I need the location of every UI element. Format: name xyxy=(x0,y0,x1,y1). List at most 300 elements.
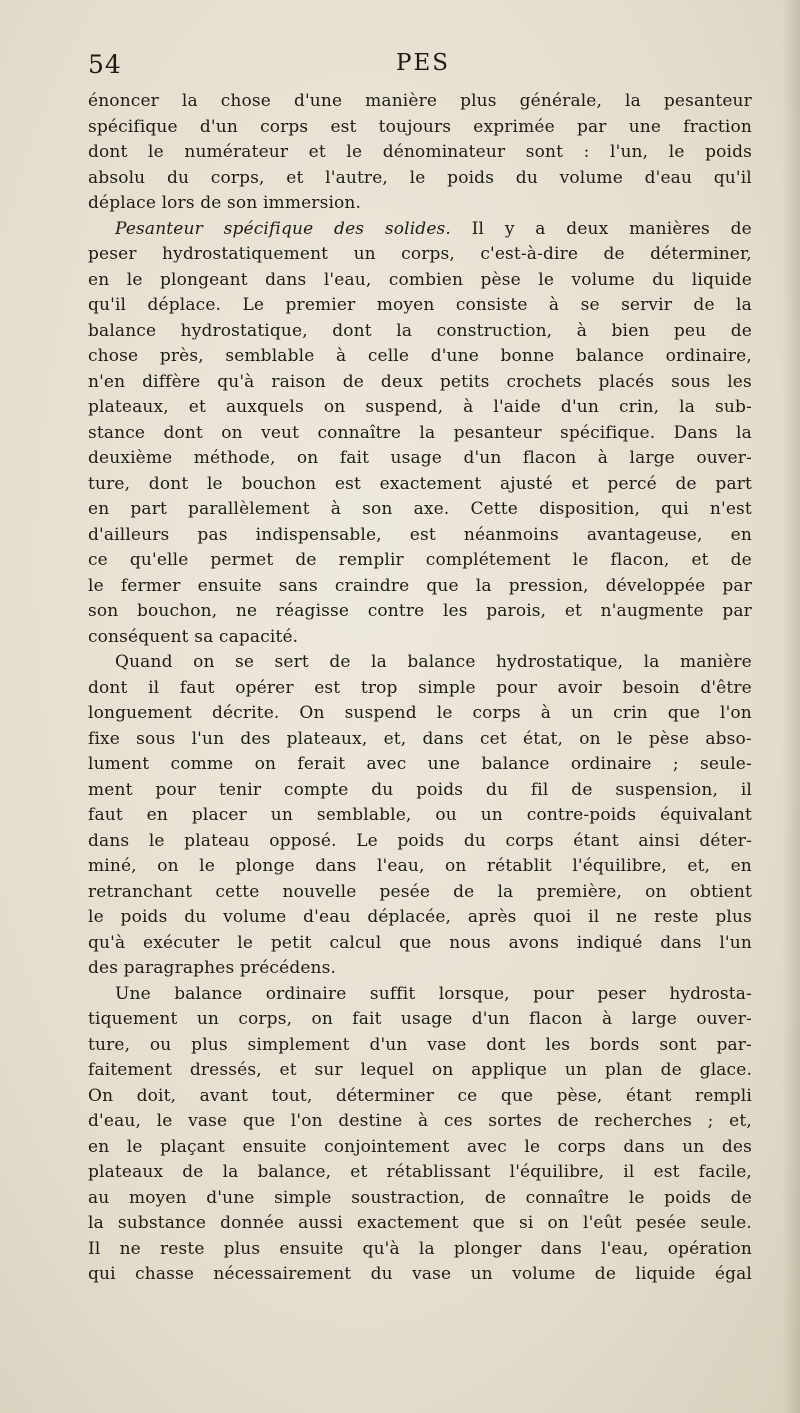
line-text: d'un xyxy=(369,1034,408,1055)
line-text: à xyxy=(417,1111,429,1131)
line-text: déplacée, xyxy=(367,907,452,927)
line-text: de xyxy=(693,295,715,315)
line-text: l'eût xyxy=(583,1213,622,1233)
line-text: percé xyxy=(607,473,657,494)
line-text: le xyxy=(126,1136,143,1157)
line-text: la xyxy=(418,1238,435,1259)
line-text: dans xyxy=(540,1238,582,1259)
line-text: recherches xyxy=(594,1111,692,1131)
line-text: glace. xyxy=(699,1060,752,1080)
line-text: l'aide xyxy=(493,397,541,417)
line-text: énoncer xyxy=(88,91,159,111)
line-text: à xyxy=(601,1009,613,1029)
line-text: plus xyxy=(460,91,497,111)
line-text: ne xyxy=(616,907,638,927)
line-text: plus xyxy=(223,1238,261,1259)
line-text: retranchant xyxy=(88,881,193,902)
line-text: faitement xyxy=(88,1060,173,1080)
line-text: pèse xyxy=(648,728,690,749)
line-text: première, xyxy=(536,881,623,902)
line-text: un xyxy=(570,703,594,723)
line-text: suspend, xyxy=(365,397,444,417)
line-text: on xyxy=(296,448,319,468)
line-text: suffit xyxy=(369,983,416,1004)
text-line xyxy=(88,854,752,880)
line-text: premier xyxy=(285,295,356,315)
line-text: la xyxy=(475,575,492,596)
line-text: et xyxy=(188,397,206,417)
line-text: pour xyxy=(155,779,197,800)
line-text: plaçant xyxy=(160,1136,226,1157)
line-text: exprimée xyxy=(473,116,555,137)
line-text: réagisse xyxy=(275,601,350,621)
line-text: un xyxy=(270,805,293,825)
line-text: balance xyxy=(481,754,550,774)
line-text: pesanteur xyxy=(663,91,752,111)
line-text: crin xyxy=(613,703,648,723)
line-text: parois, xyxy=(486,601,547,621)
line-text: déterminer, xyxy=(650,244,752,264)
line-text: l'on xyxy=(290,1111,323,1131)
line-text: simple xyxy=(274,1187,332,1208)
line-text: bien xyxy=(611,320,650,341)
line-text: moyen xyxy=(376,295,435,315)
line-text: faut xyxy=(179,677,215,698)
text-line xyxy=(88,497,752,523)
line-text: quoi xyxy=(533,907,572,927)
line-text: plateau xyxy=(184,830,250,851)
line-text: si xyxy=(519,1213,534,1233)
text-line xyxy=(88,140,752,166)
text-line xyxy=(88,1109,752,1135)
line-text: dans xyxy=(422,728,464,749)
line-text: sont xyxy=(525,142,564,162)
line-text: placer xyxy=(191,805,247,825)
line-text: par xyxy=(722,575,752,596)
line-text: ; xyxy=(707,1111,714,1131)
line-text: ou xyxy=(149,1034,172,1055)
line-text: les xyxy=(442,601,468,621)
line-text: de xyxy=(342,371,365,392)
line-text: ensuite xyxy=(279,1238,344,1259)
line-text: le xyxy=(572,550,589,570)
line-text: seule. xyxy=(700,1213,752,1233)
line-text: il xyxy=(623,1162,635,1182)
text-line xyxy=(88,191,752,217)
line-text: combien xyxy=(388,269,464,290)
line-text: et xyxy=(691,550,709,570)
text-line xyxy=(88,344,752,370)
line-text: que xyxy=(472,1213,505,1233)
page-edge-shadow xyxy=(782,0,800,1413)
line-text: méthode, xyxy=(193,448,276,468)
line-text: le xyxy=(524,1136,541,1157)
line-text: de xyxy=(484,1187,507,1208)
line-text: on xyxy=(432,1060,454,1080)
line-text: sous xyxy=(136,728,176,749)
line-text: bouchon xyxy=(241,473,317,494)
line-text: ordinaire, xyxy=(665,346,752,366)
text-line xyxy=(88,1007,752,1033)
text-line xyxy=(88,956,752,982)
line-text: tenir xyxy=(218,779,262,800)
line-text: de xyxy=(329,652,351,672)
line-text: est xyxy=(334,473,361,494)
line-text: corps xyxy=(472,703,521,723)
line-text: dans xyxy=(623,1136,665,1157)
text-line xyxy=(88,880,752,906)
line-text: lequel xyxy=(360,1060,415,1080)
line-text: on xyxy=(645,881,667,902)
line-text: lument xyxy=(88,754,150,774)
line-text: substance xyxy=(117,1213,207,1233)
line-text: en xyxy=(88,1136,110,1157)
line-text: fait xyxy=(352,1009,382,1029)
text-line xyxy=(88,1262,752,1288)
line-text: en xyxy=(730,856,752,876)
line-text: est xyxy=(330,116,357,137)
line-text: besoin xyxy=(622,677,680,698)
line-text: craindre xyxy=(334,575,410,596)
line-text: de xyxy=(730,1187,752,1208)
line-text: le xyxy=(199,856,215,876)
line-text: d'un xyxy=(560,397,599,417)
line-text: en xyxy=(88,499,110,519)
line-text: l'un xyxy=(719,932,752,953)
line-text: qu'il xyxy=(88,295,127,315)
line-text: un xyxy=(682,1136,705,1157)
text-line xyxy=(88,1186,752,1212)
line-text: des xyxy=(721,1136,752,1157)
line-text: rétablissant xyxy=(386,1162,491,1182)
line-text: calcul xyxy=(329,932,382,953)
line-text: le xyxy=(126,269,143,290)
text-line xyxy=(88,115,752,141)
line-text: opérer xyxy=(235,677,294,698)
section-heading: des xyxy=(334,218,365,239)
line-text: applique xyxy=(471,1060,548,1080)
line-text: comme xyxy=(170,754,234,774)
line-text: complétement xyxy=(425,550,551,570)
line-text: poids xyxy=(705,142,752,162)
line-text: la xyxy=(643,652,660,672)
page-number: 54 xyxy=(88,50,122,79)
line-text: bonne xyxy=(500,346,555,366)
line-text: par xyxy=(576,116,607,137)
body-text xyxy=(88,89,752,1288)
line-text: est xyxy=(409,524,436,545)
line-text: l'équilibre, xyxy=(572,856,667,876)
line-text: que xyxy=(500,1085,534,1106)
line-text: développée xyxy=(605,575,706,596)
line-text: on xyxy=(547,1213,569,1233)
line-text: de xyxy=(594,1264,617,1284)
line-text: opération xyxy=(667,1238,752,1259)
line-text: Le xyxy=(242,295,265,315)
line-text: pas xyxy=(197,524,228,545)
line-text: il xyxy=(740,779,752,800)
line-text: reste xyxy=(159,1238,205,1259)
text-line xyxy=(88,166,752,192)
page-header xyxy=(88,50,758,84)
line-text: poids xyxy=(416,779,464,800)
line-text: poids xyxy=(397,830,445,851)
line-text: ordinaire xyxy=(265,983,347,1004)
line-text: que xyxy=(242,1111,276,1131)
line-text: hydrostatique, xyxy=(180,320,308,341)
line-text: à xyxy=(548,295,560,315)
line-text: Il xyxy=(88,1238,101,1259)
line-text: l'eau, xyxy=(376,856,425,876)
line-text: balance, xyxy=(257,1162,332,1182)
line-text: dont xyxy=(332,320,372,341)
line-text: est xyxy=(314,677,341,698)
section-heading: solides. xyxy=(384,218,451,239)
line-text: dont xyxy=(148,473,189,494)
line-text: des xyxy=(240,728,271,749)
line-text: du xyxy=(166,167,190,188)
line-text: la xyxy=(396,320,413,341)
line-text: fil xyxy=(530,779,549,800)
line-text: chose xyxy=(220,91,271,111)
line-text: corps xyxy=(557,1136,606,1157)
line-text: dans xyxy=(315,856,357,876)
line-text: corps, xyxy=(401,244,455,264)
line-text: le xyxy=(148,142,164,162)
text-line xyxy=(88,727,752,753)
line-text: pèse, xyxy=(556,1085,603,1106)
line-text: que xyxy=(667,703,701,723)
line-text: la xyxy=(181,91,198,111)
line-text: manière xyxy=(365,91,438,111)
line-text: destine xyxy=(338,1111,403,1131)
line-text: est xyxy=(653,1162,680,1182)
line-text: de xyxy=(557,1111,579,1131)
line-text: égal xyxy=(714,1264,752,1284)
line-text: compte xyxy=(283,779,349,800)
line-text: état, xyxy=(523,728,564,749)
line-text: un xyxy=(196,1009,220,1029)
line-text: tiquement xyxy=(88,1009,178,1029)
line-text: cet xyxy=(479,728,507,749)
text-line xyxy=(88,523,752,549)
line-text: fraction xyxy=(683,116,752,137)
line-text: celle xyxy=(367,346,410,366)
line-text: du xyxy=(652,269,675,290)
line-text: usage xyxy=(400,1009,453,1029)
line-text: servir xyxy=(621,295,673,315)
line-text: ensuite xyxy=(197,575,262,596)
line-text: dans xyxy=(660,932,702,953)
line-text: déterminer xyxy=(335,1085,435,1106)
line-text: d'eau xyxy=(303,907,351,927)
text-line xyxy=(88,421,752,447)
line-text: qu'elle xyxy=(129,550,189,570)
line-text: auxquels xyxy=(225,397,304,417)
line-text: d'eau, xyxy=(88,1111,142,1131)
line-text: du xyxy=(371,779,394,800)
line-text: d'une xyxy=(206,1187,255,1208)
text-line xyxy=(88,293,752,319)
line-text: et, xyxy=(687,856,711,876)
line-text: le xyxy=(156,1111,173,1131)
line-text: de xyxy=(571,779,593,800)
line-text: au xyxy=(88,1187,110,1208)
line-text: le xyxy=(616,728,633,749)
line-text: ture, xyxy=(88,473,131,494)
line-text: le xyxy=(148,830,165,851)
line-text: avec xyxy=(366,754,407,774)
line-text: flacon xyxy=(522,448,577,468)
line-text: équivalant xyxy=(660,805,752,825)
line-text: du xyxy=(463,830,486,851)
line-text: corps xyxy=(505,830,554,851)
line-text: y xyxy=(504,218,515,239)
text-line xyxy=(88,803,752,829)
text-line xyxy=(88,931,752,957)
line-text: dont xyxy=(486,1034,526,1055)
line-text: ce xyxy=(457,1085,478,1106)
line-text: diffère xyxy=(142,371,201,392)
text-line xyxy=(88,446,752,472)
line-text: crochets xyxy=(506,371,582,392)
line-text: un xyxy=(470,1264,493,1284)
line-text: sur xyxy=(314,1060,343,1080)
line-text: corps xyxy=(260,116,309,137)
line-text: deux xyxy=(566,218,609,239)
line-text: dont xyxy=(163,422,203,443)
line-text: il xyxy=(148,677,160,698)
line-text: l'un, xyxy=(610,142,649,162)
line-text: axe. xyxy=(413,499,450,519)
line-text: balance xyxy=(174,983,243,1004)
line-text: miné, xyxy=(88,856,137,876)
line-text: le xyxy=(346,142,363,162)
line-text: abso- xyxy=(705,728,752,749)
line-text: petits xyxy=(439,371,490,392)
line-text: à xyxy=(576,320,588,341)
section-heading: spécifique xyxy=(223,218,314,239)
line-text: corps, xyxy=(238,1009,293,1029)
line-text: pèse xyxy=(480,269,521,290)
line-text: se xyxy=(235,652,255,672)
line-text: : xyxy=(583,142,590,162)
line-text: petit xyxy=(270,932,312,953)
line-text: nouvelle xyxy=(282,881,357,902)
line-text: dont xyxy=(88,677,128,698)
line-text: d'être xyxy=(700,677,752,698)
line-text: vase xyxy=(188,1111,228,1131)
text-line xyxy=(88,548,752,574)
line-text: Cette xyxy=(470,499,518,519)
line-text: nécessairement xyxy=(213,1264,352,1284)
line-text: conjointement xyxy=(324,1136,450,1157)
line-text: on xyxy=(157,856,179,876)
text-line xyxy=(88,701,752,727)
line-text: part xyxy=(715,473,752,494)
line-text: suspension, xyxy=(615,779,719,800)
line-text: ou xyxy=(435,805,457,825)
line-text: deuxième xyxy=(88,448,173,468)
line-text: décrite. xyxy=(211,703,280,723)
line-text: le xyxy=(409,167,426,188)
line-text: et xyxy=(286,167,304,188)
line-text: pression, xyxy=(508,575,589,596)
line-text: bouchon, xyxy=(136,601,218,621)
line-text: déplace. xyxy=(147,295,222,315)
line-text: chasse xyxy=(135,1264,195,1284)
line-text: donnée xyxy=(220,1213,285,1233)
line-text: à xyxy=(463,397,474,417)
line-text: soustraction, xyxy=(351,1187,466,1208)
line-text: pesanteur xyxy=(453,422,542,443)
text-line xyxy=(88,905,752,931)
line-text: un xyxy=(480,805,503,825)
line-text: déter- xyxy=(699,830,752,851)
line-text: plateaux xyxy=(88,1162,164,1182)
line-text: construction, xyxy=(436,320,553,341)
line-text: du xyxy=(515,167,538,188)
line-text: sub- xyxy=(714,397,752,417)
line-text: que xyxy=(426,575,459,596)
text-line xyxy=(88,319,752,345)
line-text: manière xyxy=(679,652,752,672)
line-text: et, xyxy=(729,1111,752,1131)
line-text: a xyxy=(535,218,546,239)
line-text: qui xyxy=(661,499,689,519)
line-text: sert xyxy=(274,652,309,672)
line-text: qui xyxy=(88,1264,116,1284)
text-line xyxy=(88,650,752,676)
line-text: poids xyxy=(120,907,168,927)
line-text: de xyxy=(453,881,475,902)
line-text: ment xyxy=(88,779,133,800)
line-text: le xyxy=(628,1187,645,1208)
text-line xyxy=(88,1135,752,1161)
line-text: la xyxy=(222,1162,239,1182)
line-text: semblable xyxy=(225,346,315,366)
line-text: ce xyxy=(88,550,108,570)
text-line xyxy=(88,395,752,421)
line-text: cette xyxy=(215,881,260,902)
line-text: se xyxy=(580,295,600,315)
line-text: stance xyxy=(88,422,146,443)
line-text: ne xyxy=(235,601,258,621)
line-text: doit, xyxy=(136,1085,177,1106)
running-head: PES xyxy=(395,50,451,76)
line-text: sans xyxy=(278,575,318,596)
line-text: poids xyxy=(447,167,495,188)
line-text: dans xyxy=(265,269,307,290)
line-text: les xyxy=(545,1034,571,1055)
line-text: faut xyxy=(88,805,123,825)
line-text: le xyxy=(538,269,555,290)
section-heading: Pesanteur xyxy=(115,218,203,239)
line-text: pour xyxy=(533,983,574,1004)
line-text: liquide xyxy=(691,269,752,290)
line-text: aussi xyxy=(298,1213,343,1233)
line-text: l'autre, xyxy=(325,167,388,188)
line-text: connaître xyxy=(317,422,402,443)
line-text: fixe xyxy=(88,728,120,749)
line-text: absolu xyxy=(88,167,146,188)
line-text: exactement xyxy=(379,473,482,494)
line-text: après xyxy=(467,907,517,927)
line-text: la xyxy=(736,295,752,315)
line-text: qu'à xyxy=(88,932,126,953)
line-text: l'un xyxy=(191,728,225,749)
line-text: d'un xyxy=(471,1009,510,1029)
